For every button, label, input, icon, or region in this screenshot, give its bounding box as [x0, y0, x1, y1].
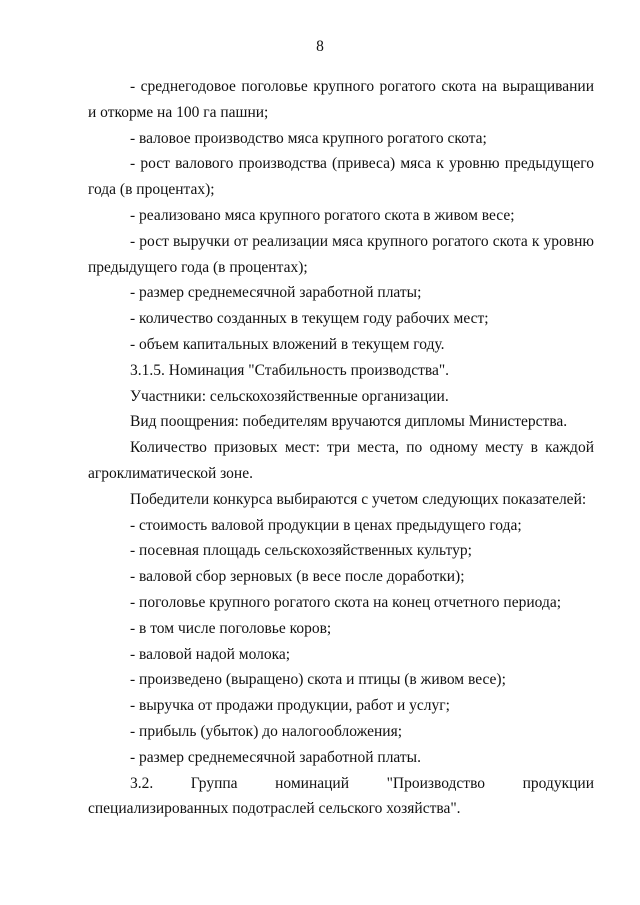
paragraph: - количество созданных в текущем году рабочих мест;	[130, 310, 489, 328]
page-number: 8	[316, 38, 324, 55]
paragraph: - стоимость валовой продукции в ценах предыдущего года;	[130, 516, 522, 534]
paragraph: Победители конкурса выбираются с учетом следующих показателей:	[130, 490, 587, 508]
paragraph: - размер среднемесячной заработной платы;	[130, 284, 422, 302]
paragraph: - валовой надой молока;	[130, 645, 291, 663]
section-heading: 3.1.5. Номинация "Стабильность производства".	[130, 361, 450, 379]
section-heading: 3.2. Группа номинаций "Производство продукции специализированных подотраслей сельского хозяйства".	[88, 774, 594, 818]
document-body	[88, 74, 594, 822]
paragraph: Количество призовых мест: три места, по одному месту в каждой агроклиматической зоне.	[88, 439, 594, 482]
paragraph: Вид поощрения: победителям вручаются дипломы Министерства.	[130, 413, 568, 431]
paragraph: - прибыль (убыток) до налогообложения;	[130, 722, 403, 740]
paragraph: - произведено (выращено) скота и птицы (в живом весе);	[130, 671, 506, 689]
paragraph: - среднегодовое поголовье крупного рогатого скота на выращивании и откорме на 100 га пашни;	[88, 78, 594, 121]
paragraph: - объем капитальных вложений в текущем году.	[130, 335, 445, 353]
paragraph: - валовое производство мяса крупного рогатого скота;	[130, 129, 487, 147]
paragraph: - рост валового производства (привеса) мяса к уровню предыдущего года (в процентах);	[88, 155, 594, 199]
paragraph: - посевная площадь сельскохозяйственных культур;	[130, 542, 472, 560]
paragraph: - в том числе поголовье коров;	[130, 619, 332, 637]
paragraph: - валовой сбор зерновых (в весе после доработки);	[130, 568, 465, 586]
paragraph: - размер среднемесячной заработной платы.	[130, 748, 421, 766]
paragraph: - поголовье крупного рогатого скота на конец отчетного периода;	[130, 593, 562, 611]
paragraph: - выручка от продажи продукции, работ и услуг;	[130, 697, 450, 715]
paragraph: - рост выручки от реализации мяса крупного рогатого скота к уровню предыдущего года (в процентах);	[88, 232, 594, 276]
paragraph: Участники: сельскохозяйственные организации.	[130, 387, 449, 405]
paragraph: - реализовано мяса крупного рогатого скота в живом весе;	[130, 206, 515, 224]
